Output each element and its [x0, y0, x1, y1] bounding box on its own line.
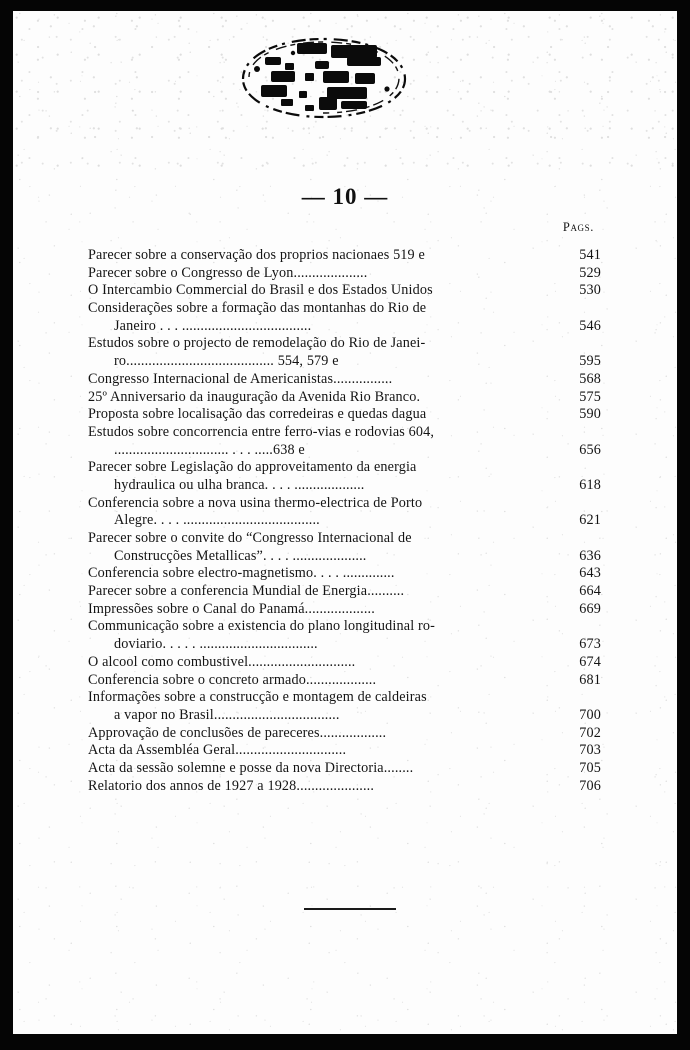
toc-entry-page-number: 541 [579, 247, 601, 263]
toc-entry-page-number: 590 [579, 406, 601, 423]
toc-entry-line[interactable] [88, 601, 601, 619]
toc-entry-line[interactable] [88, 389, 601, 407]
toc-entry-line[interactable] [88, 725, 601, 743]
toc-entry-page-number: 636 [579, 547, 601, 564]
toc-entry-page-number: 681 [579, 671, 601, 688]
toc-entry-line[interactable] [88, 530, 601, 548]
toc-entry-page-number: 702 [579, 724, 601, 741]
toc-entry-title: Estudos sobre o projecto de remodelação do Rio de Janei- [88, 335, 426, 352]
toc-entry-title: ro........................................ 554, 579 e [114, 353, 339, 370]
toc-entry-page-number: 643 [579, 565, 601, 582]
toc-entry-line[interactable] [88, 265, 601, 283]
toc-entry-title: Informações sobre a construcção e montagem de caldeiras [88, 689, 427, 706]
table-of-contents [88, 247, 601, 795]
toc-entry-page-number: 656 [579, 441, 601, 458]
toc-entry-line[interactable] [88, 548, 601, 566]
toc-entry-title: 25º Anniversario da inauguração da Avenida Rio Branco. [88, 388, 421, 405]
toc-entry-title: Acta da sessão solemne e posse da nova Directoria........ [88, 759, 414, 776]
toc-entry-line[interactable] [88, 406, 601, 424]
toc-entry-title: Alegre. . . . ..................................... [114, 512, 320, 529]
toc-entry-line[interactable] [88, 672, 601, 690]
toc-entry-title: Parecer sobre o Congresso de Lyon.................... [88, 264, 368, 281]
toc-entry-line[interactable] [88, 282, 601, 300]
ink-stamp-icon [227, 33, 417, 125]
toc-entry-line[interactable] [88, 495, 601, 513]
toc-entry-title: Acta da Assembléa Geral.............................. [88, 742, 347, 759]
toc-entry-line[interactable] [88, 565, 601, 583]
toc-entry-line[interactable] [88, 636, 601, 654]
document-page [13, 11, 677, 1034]
toc-entry-line[interactable] [88, 424, 601, 442]
toc-entry-title: Conferencia sobre a nova usina thermo-electrica de Porto [88, 494, 423, 511]
toc-entry-line[interactable] [88, 459, 601, 477]
toc-entry-title: Parecer sobre a conferencia Mundial de Energia.......... [88, 583, 405, 600]
toc-entry-line[interactable] [88, 654, 601, 672]
toc-entry-page-number: 546 [579, 317, 601, 334]
toc-entry-line[interactable] [88, 583, 601, 601]
toc-entry-line[interactable] [88, 512, 601, 530]
toc-entry-title: Considerações sobre a formação das montanhas do Rio de [88, 300, 427, 317]
toc-entry-page-number: 568 [579, 370, 601, 387]
toc-entry-title: Impressões sobre o Canal do Panamá................... [88, 600, 375, 617]
toc-entry-page-number: 575 [579, 388, 601, 405]
toc-entry-title: Approvação de conclusões de pareceres.................. [88, 724, 387, 741]
toc-entry-title: doviario. . . . . ................................ [114, 636, 318, 653]
toc-entry-line[interactable] [88, 707, 601, 725]
toc-entry-page-number: 673 [579, 636, 601, 653]
toc-entry-title: Janeiro . . . ................................... [114, 317, 312, 334]
toc-entry-page-number: 595 [579, 353, 601, 370]
toc-entry-page-number: 674 [579, 653, 601, 670]
toc-entry-line[interactable] [88, 318, 601, 336]
toc-entry-line[interactable] [88, 300, 601, 318]
toc-entry-page-number: 705 [579, 759, 601, 776]
toc-entry-line[interactable] [88, 247, 601, 265]
toc-entry-title: Conferencia sobre o concreto armado................... [88, 671, 377, 688]
toc-entry-page-number: 618 [579, 476, 601, 493]
toc-entry-title: hydraulica ou ulha branca. . . . ................... [114, 476, 365, 493]
pages-column-heading: Pags. [562, 220, 594, 234]
toc-entry-title: ............................... . . . .....638 e [114, 441, 305, 458]
toc-entry-line[interactable] [88, 335, 601, 353]
toc-entry-line[interactable] [88, 371, 601, 389]
toc-entry-page-number: 529 [579, 264, 601, 281]
toc-entry-page-number: 669 [579, 600, 601, 617]
toc-entry-line[interactable] [88, 689, 601, 707]
toc-entry-title: Communicação sobre a existencia do plano longitudinal ro- [88, 618, 435, 635]
toc-entry-line[interactable] [88, 477, 601, 495]
toc-entry-title: Congresso Internacional de Americanistas................ [88, 370, 393, 387]
bottom-divider-rule [304, 908, 396, 910]
toc-entry-title: Conferencia sobre electro-magnetismo. . . . .............. [88, 565, 395, 582]
toc-entry-line[interactable] [88, 760, 601, 778]
toc-entry-title: Parecer sobre Legislação do approveitamento da energia [88, 459, 417, 476]
toc-entry-line[interactable] [88, 353, 601, 371]
toc-entry-page-number: 706 [579, 777, 601, 794]
toc-entry-title: a vapor no Brasil.................................. [114, 706, 340, 723]
page-folio: — 10 — [301, 184, 389, 209]
toc-entry-page-number: 703 [579, 742, 601, 759]
toc-entry-line[interactable] [88, 442, 601, 460]
paper-soiling-texture [13, 11, 677, 171]
toc-entry-title: Parecer sobre o convite do “Congresso Internacional de [88, 530, 412, 546]
toc-entry-title: Proposta sobre localisação das corredeiras e quedas dagua [88, 406, 427, 423]
toc-entry-line[interactable] [88, 618, 601, 636]
toc-entry-line[interactable] [88, 742, 601, 760]
toc-entry-page-number: 530 [579, 282, 601, 299]
toc-entry-page-number: 621 [579, 512, 601, 529]
toc-entry-page-number: 664 [579, 583, 601, 600]
toc-entry-title: Construcções Metallicas”. . . . .................... [114, 547, 367, 564]
toc-entry-title: O alcool como combustivel............................. [88, 653, 356, 670]
toc-entry-title: O Intercambio Commercial do Brasil e dos Estados Unidos [88, 282, 433, 299]
toc-entry-line[interactable] [88, 778, 601, 796]
toc-entry-page-number: 700 [579, 706, 601, 723]
toc-entry-title: Estudos sobre concorrencia entre ferro-vias e rodovias 604, [88, 423, 435, 440]
toc-entry-title: Parecer sobre a conservação dos proprios nacionaes 519 e [88, 247, 425, 263]
toc-entry-title: Relatorio dos annos de 1927 a 1928..................... [88, 777, 375, 794]
